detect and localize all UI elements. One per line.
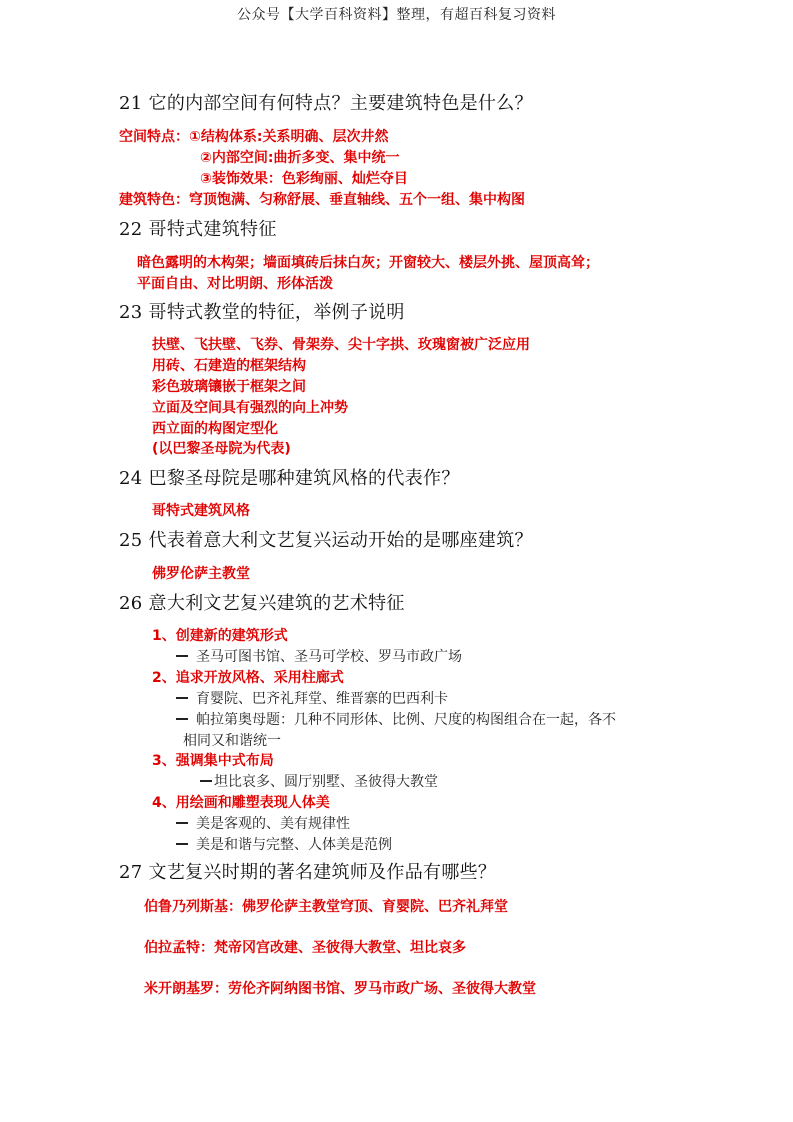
q26-bullet: 美是和谐与完整、人体美是范例 [176, 834, 392, 854]
q23-answer-line: 立面及空间具有强烈的向上冲势 [152, 400, 348, 416]
dash-bullet-icon [176, 843, 188, 845]
dash-bullet-icon [176, 718, 188, 720]
dash-bullet-icon [176, 655, 188, 657]
q23-answer-line: 彩色玻璃镶嵌于框架之间 [152, 379, 306, 395]
q23-answer-line: (以巴黎圣母院为代表) [152, 441, 291, 457]
page-header: 公众号【大学百科资料】整理，有超百科复习资料 [237, 7, 556, 23]
q21-answer-line: 建筑特色：穹顶饱满、匀称舒展、垂直轴线、五个一组、集中构图 [119, 192, 525, 208]
question-24: 24 巴黎圣母院是哪种建筑风格的代表作？ [119, 468, 460, 489]
dash-bullet-icon [176, 822, 188, 824]
question-25: 25 代表着意大利文艺复兴运动开始的是哪座建筑？ [119, 530, 533, 551]
q26-bullet: 美是客观的、美有规律性 [176, 813, 350, 833]
q27-answer-line: 伯拉孟特：梵帝冈宫改建、圣彼得大教堂、坦比哀多 [144, 940, 466, 956]
q22-answer-line: 平面自由、对比明朗、形体活泼 [137, 276, 333, 292]
q21-answer-line: 空间特点：①结构体系:关系明确、层次井然 [119, 129, 389, 145]
q25-answer: 佛罗伦萨主教堂 [152, 566, 250, 582]
q26-heading: 1、创建新的建筑形式 [152, 628, 288, 644]
q23-answer-line: 西立面的构图定型化 [152, 421, 278, 437]
question-23: 23 哥特式教堂的特征，举例子说明 [119, 302, 405, 323]
dash-bullet-icon [176, 697, 188, 699]
question-27: 27 文艺复兴时期的著名建筑师及作品有哪些？ [119, 862, 497, 883]
q23-answer-line: 用砖、石建造的框架结构 [152, 358, 306, 374]
q26-bullet-continuation: 相同又和谐统一 [183, 733, 281, 749]
question-22: 22 哥特式建筑特征 [119, 219, 277, 240]
q24-answer: 哥特式建筑风格 [152, 503, 250, 519]
question-21: 21 它的内部空间有何特点？主要建筑特色是什么？ [119, 93, 533, 114]
q21-answer-line: ②内部空间:曲折多变、集中统一 [200, 150, 400, 166]
q26-heading: 3、强调集中式布局 [152, 753, 274, 769]
q26-bullet: 坦比哀多、圆厅别墅、圣彼得大教堂 [200, 771, 438, 791]
q22-answer-line: 暗色露明的木构架；墙面填砖后抹白灰；开窗较大、楼层外挑、屋顶高耸； [137, 255, 599, 271]
q26-bullet: 帕拉第奥母题：几种不同形体、比例、尺度的构图组合在一起，各不 [176, 709, 616, 729]
q27-answer-line: 伯鲁乃列斯基：佛罗伦萨主教堂穹顶、育婴院、巴齐礼拜堂 [144, 899, 508, 915]
question-26: 26 意大利文艺复兴建筑的艺术特征 [119, 593, 405, 614]
q26-heading: 2、追求开放风格、采用柱廊式 [152, 670, 344, 686]
q26-bullet: 育婴院、巴齐礼拜堂、维晋寨的巴西利卡 [176, 688, 448, 708]
q26-bullet: 圣马可图书馆、圣马可学校、罗马市政广场 [176, 646, 462, 666]
dash-bullet-icon [200, 780, 212, 782]
q26-heading: 4、用绘画和雕塑表现人体美 [152, 795, 330, 811]
q23-answer-line: 扶壁、飞扶壁、飞券、骨架券、尖十字拱、玫瑰窗被广泛应用 [152, 337, 530, 353]
q21-answer-line: ③装饰效果：色彩绚丽、灿烂夺目 [200, 171, 408, 187]
q27-answer-line: 米开朗基罗：劳伦齐阿纳图书馆、罗马市政广场、圣彼得大教堂 [144, 981, 536, 997]
